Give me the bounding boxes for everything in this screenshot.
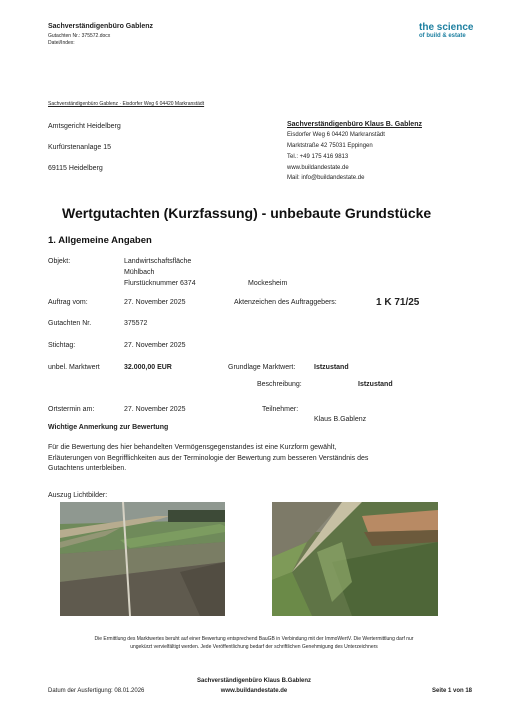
header-office: Sachverständigenbüro Gablenz bbox=[48, 23, 154, 30]
footer-date: Datum der Ausfertigung: 08.01.2026 bbox=[48, 688, 145, 694]
office-line4: www.buildandestate.de bbox=[287, 165, 349, 171]
logo-line2: of build & estate bbox=[419, 33, 466, 39]
office-line5: Mail: info@buildandestate.de bbox=[287, 175, 365, 181]
header-date-line: Datei/Index: bbox=[48, 40, 75, 46]
header-gutachten-nr: Gutachten Nr.: 375572.docx bbox=[48, 33, 111, 39]
section-heading: 1. Allgemeine Angaben bbox=[48, 235, 152, 246]
ortstermin-value: 27. November 2025 bbox=[124, 406, 186, 413]
recipient-line1: Amtsgericht Heidelberg bbox=[48, 123, 121, 130]
footer-center1: Sachverständigenbüro Klaus B.Gablenz bbox=[196, 678, 312, 684]
stichtag-value: 27. November 2025 bbox=[124, 342, 186, 349]
ortstermin-label: Ortstermin am: bbox=[48, 406, 95, 413]
teilnehmer-label: Teilnehmer: bbox=[262, 406, 299, 413]
aktenzeichen-label: Aktenzeichen des Auftraggebers: bbox=[234, 299, 337, 306]
gutachten-label: Gutachten Nr. bbox=[48, 320, 92, 327]
disclaimer-line2: ungekürzt vervielfältigt werden. Jede Veröffentlichung bedarf der schriftlichen Genehmigung des Unterzeichners bbox=[130, 644, 378, 650]
aerial-photo-1 bbox=[60, 502, 225, 616]
sender-line: Sachverständigenbüro Gablenz · Eisdorfer Weg 6 04420 Markranstädt bbox=[48, 101, 205, 107]
note-heading: Wichtige Anmerkung zur Bewertung bbox=[48, 424, 169, 431]
recipient-line3: 69115 Heidelberg bbox=[48, 165, 103, 172]
objekt-label: Objekt: bbox=[48, 258, 71, 265]
gutachten-value: 375572 bbox=[124, 320, 148, 327]
office-line3: Tel.: +49 175 416 9813 bbox=[287, 154, 349, 160]
teilnehmer-value: Klaus B.Gablenz bbox=[314, 416, 367, 423]
objekt-line3: Flurstücknummer 6374 bbox=[124, 280, 196, 287]
logo-line1: the science bbox=[419, 22, 474, 33]
objekt-line2: Mühlbach bbox=[124, 269, 155, 276]
grundlage-label: Grundlage Marktwert: bbox=[228, 364, 296, 371]
beschreibung-label: Beschreibung: bbox=[257, 381, 302, 388]
office-line1: Eisdorfer Weg 6 04420 Markranstädt bbox=[287, 132, 385, 138]
office-line2: Marktstraße 42 75031 Eppingen bbox=[287, 143, 373, 149]
footer-website: www.buildandestate.de bbox=[220, 688, 288, 694]
photos-label: Auszug Lichtbilder: bbox=[48, 492, 108, 499]
footer-page: Seite 1 von 18 bbox=[432, 688, 473, 694]
objekt-line1: Landwirtschaftsfläche bbox=[124, 258, 192, 265]
document-title: Wertgutachten (Kurzfassung) - unbebaute Grundstücke bbox=[62, 205, 432, 221]
beschreibung-value: Istzustand bbox=[358, 381, 393, 388]
auftrag-label: Auftrag vom: bbox=[48, 299, 88, 306]
recipient-line2: Kurfürstenanlage 15 bbox=[48, 144, 112, 151]
office-name: Sachverständigenbüro Klaus B. Gablenz bbox=[287, 121, 422, 128]
marktwert-value: 32.000,00 EUR bbox=[124, 364, 172, 371]
note-line1: Für die Bewertung des hier behandelten Vermögensgegenstandes ist eine Kurzform gewählt, bbox=[48, 444, 337, 451]
aerial-photo-2 bbox=[272, 502, 438, 616]
objekt-place: Mockesheim bbox=[248, 280, 288, 287]
stichtag-label: Stichtag: bbox=[48, 342, 76, 349]
note-line3: Gutachtens unterbleiben. bbox=[48, 465, 127, 472]
note-line2: Erläuterungen von Begrifflichkeiten aus der Terminologie der Bewertung zum besseren Verständnis des bbox=[48, 455, 369, 462]
grundlage-value: Istzustand bbox=[314, 364, 349, 371]
marktwert-label: unbel. Marktwert bbox=[48, 364, 100, 371]
aktenzeichen-value: 1 K 71/25 bbox=[376, 297, 420, 308]
auftrag-value: 27. November 2025 bbox=[124, 299, 186, 306]
disclaimer-line1: Die Ermittlung des Marktwertes beruht auf einer Bewertung entsprechend BauGB in Verbindung mit der ImmoWertV. Die Wertermittlung darf nur bbox=[94, 636, 414, 642]
